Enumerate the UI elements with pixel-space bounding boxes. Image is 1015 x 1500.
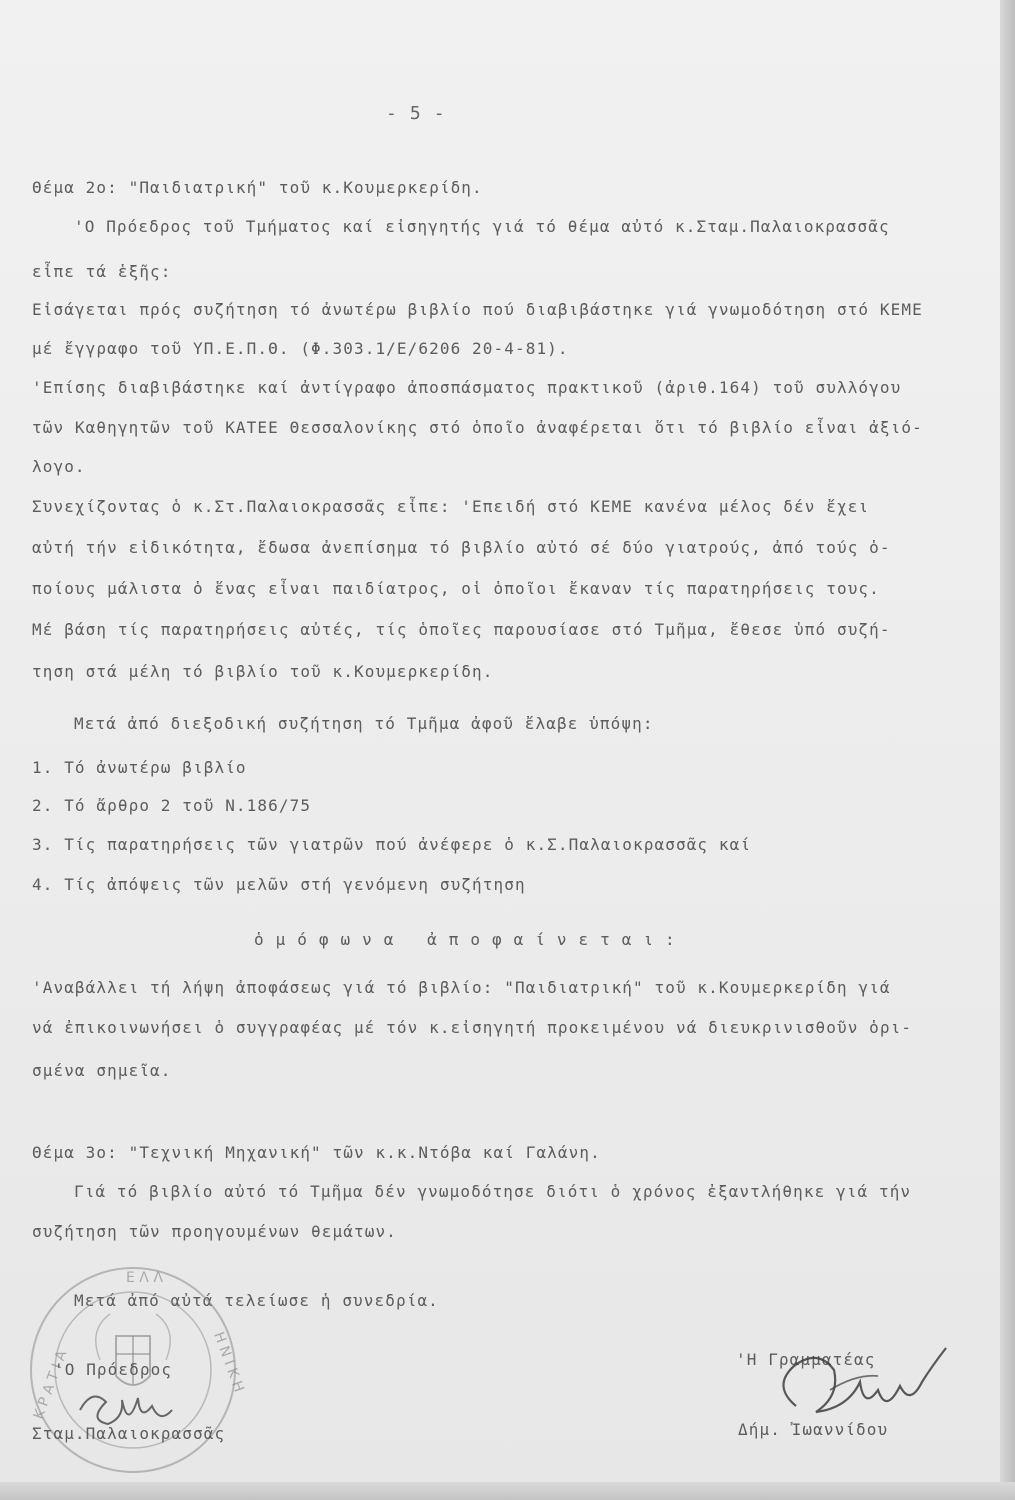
list-item: 3. Τίς παρατηρήσεις τῶν γιατρῶν πού ἀνέφερε ὁ κ.Σ.Παλαιοκρασσᾶς καί	[32, 835, 752, 854]
president-name: Σταμ.Παλαιοκρασσᾶς	[32, 1424, 226, 1443]
secretary-title: 'Η Γραμματέας	[736, 1350, 876, 1369]
body-line: αὐτή τήν εἰδικότητα, ἔδωσα ἀνεπίσημα τό βιβλίο αὐτό σέ δύο γιατρούς, ἀπό τούς ὁ-	[32, 538, 891, 557]
body-line: 'Επίσης διαβιβάστηκε καί ἀντίγραφο ἀποσπάσματος πρακτικοῦ (ἀριθ.164) τοῦ συλλόγου	[32, 378, 902, 397]
closing-line: Μετά ἀπό αὐτά τελείωσε ἡ συνεδρία.	[74, 1291, 439, 1310]
body-line: 'Αναβάλλει τή λήψη ἀποφάσεως γιά τό βιβλίο: "Παιδιατρική" τοῦ κ.Κουμερκερίδη γιά	[32, 978, 891, 997]
body-line: ποίους μάλιστα ὁ ἕνας εἶναι παιδίατρος, οἱ ὁποῖοι ἔκαναν τίς παρατηρήσεις τους.	[32, 579, 880, 598]
body-line: Μέ βάση τίς παρατηρήσεις αὐτές, τίς ὁποῖες παρουσίασε στό Τμῆμα, ἔθεσε ὑπό συζή-	[32, 620, 891, 639]
svg-text:Ε Λ Λ: Ε Λ Λ	[126, 1270, 163, 1286]
topic-2-heading: Θέμα 2ο: "Παιδιατρική" τοῦ κ.Κουμερκερίδη.	[32, 178, 483, 197]
svg-text:Κ Ρ Α Τ Ι Α: Κ Ρ Α Τ Ι Α	[30, 1348, 71, 1422]
president-title: 'Ο Πρόεδρος	[54, 1360, 173, 1379]
decision-heading: ὁμόφωνα ἀποφαίνεται:	[254, 930, 687, 949]
list-item: 2. Τό ἄρθρο 2 τοῦ Ν.186/75	[32, 796, 312, 815]
page-number: - 5 -	[386, 103, 446, 124]
secretary-name: Δήμ. Ἰωαννίδου	[738, 1420, 889, 1439]
body-line: τῶν Καθηγητῶν τοῦ ΚΑΤΕΕ Θεσσαλονίκης στό ὁποῖο ἀναφέρεται ὅτι τό βιβλίο εἶναι ἀξιό-	[32, 418, 923, 437]
body-line: λογο.	[32, 457, 86, 476]
body-line: Εἰσάγεται πρός συζήτηση τό ἀνωτέρω βιβλίο πού διαβιβάστηκε γιά γνωμοδότηση στό ΚΕΜΕ	[32, 300, 923, 319]
svg-text:Η Ν Ι Κ Η: Η Ν Ι Κ Η	[210, 1329, 247, 1395]
list-item: 4. Τίς ἀπόψεις τῶν μελῶν στή γενόμενη συζήτηση	[32, 875, 526, 894]
topic-3-heading: Θέμα 3ο: "Τεχνική Μηχανική" τῶν κ.κ.Ντόβα καί Γαλάνη.	[32, 1143, 601, 1162]
list-item: 1. Τό ἀνωτέρω βιβλίο	[32, 758, 247, 777]
body-line: εἶπε τά ἑξῆς:	[32, 262, 172, 281]
body-line: νά ἐπικοινωνήσει ὁ συγγραφέας μέ τόν κ.εἰσηγητή προκειμένου νά διευκρινισθοῦν ὁρι-	[32, 1018, 913, 1037]
page-edge-right	[1000, 0, 1015, 1500]
body-line: τηση στά μέλη τό βιβλίο τοῦ κ.Κουμερκερίδη.	[32, 662, 494, 681]
body-line: σμένα σημεῖα.	[32, 1061, 172, 1080]
body-line: 'Ο Πρόεδρος τοῦ Τμήματος καί εἰσηγητής γιά τό θέμα αὐτό κ.Σταμ.Παλαιοκρασσᾶς	[74, 217, 890, 236]
body-line: Μετά ἀπό διεξοδική συζήτηση τό Τμῆμα ἀφοῦ ἔλαβε ὑπόψη:	[74, 714, 654, 733]
body-line: συζήτηση τῶν προηγουμένων θεμάτων.	[32, 1222, 397, 1241]
body-line: μέ ἔγγραφο τοῦ ΥΠ.Ε.Π.Θ. (Φ.303.1/Ε/6206 20-4-81).	[32, 339, 569, 358]
body-line: Γιά τό βιβλίο αὐτό τό Τμῆμα δέν γνωμοδότησε διότι ὁ χρόνος ἐξαντλήθηκε γιά τήν	[74, 1182, 912, 1201]
body-line: Συνεχίζοντας ὁ κ.Στ.Παλαιοκρασσᾶς εἶπε: 'Επειδή στό ΚΕΜΕ κανένα μέλος δέν ἔχει	[32, 497, 870, 516]
